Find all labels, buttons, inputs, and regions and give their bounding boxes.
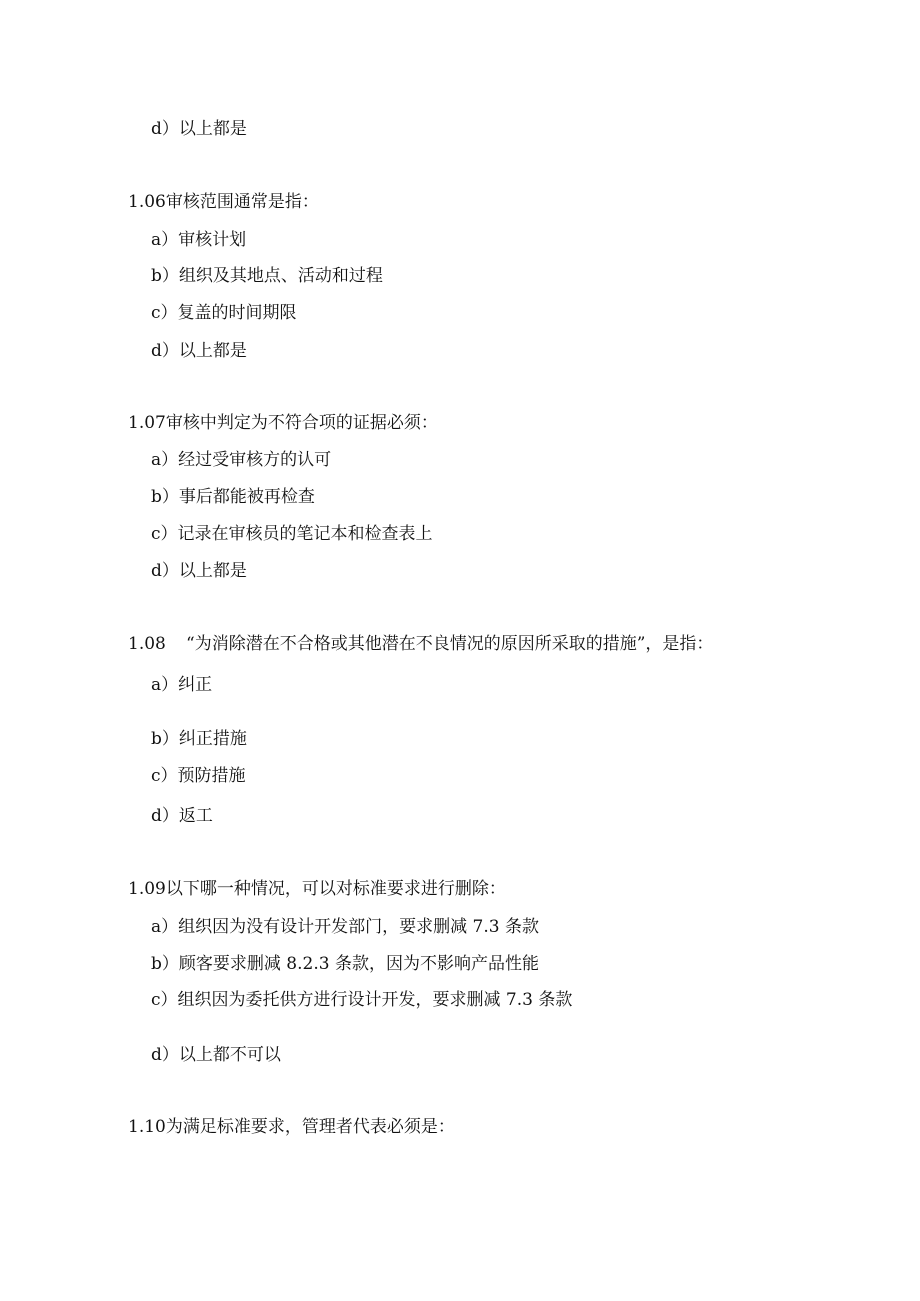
option-d: d）以上都是 (151, 561, 247, 581)
question-number: 1.08 (128, 634, 166, 654)
question-number: 1.07 (128, 413, 166, 433)
question-1-06 (128, 191, 319, 213)
question-number: 1.09 (128, 879, 166, 899)
question-1-09 (128, 878, 506, 900)
question-text: 以下哪一种情况，可以对标准要求进行删除： (165, 879, 506, 899)
question-text: 为满足标准要求，管理者代表必须是： (165, 1117, 455, 1137)
option-d: d）以上都不可以 (151, 1045, 281, 1065)
question-text: “为消除潜在不合格或其他潜在不良情况的原因所采取的措施”，是指： (186, 634, 714, 654)
option-a: a）组织因为没有设计开发部门，要求删减 7.3 条款 (151, 917, 539, 937)
question-1-10 (128, 1116, 455, 1138)
option-d: d）以上都是 (151, 341, 247, 361)
option-b: b）组织及其地点、活动和过程 (151, 266, 383, 286)
option-c: c）记录在审核员的笔记本和检查表上 (151, 524, 433, 544)
option-b: b）事后都能被再检查 (151, 487, 315, 507)
question-text: 审核中判定为不符合项的证据必须： (165, 413, 438, 433)
option-a: a）纠正 (151, 675, 213, 695)
question-1-07 (128, 412, 438, 434)
option-a: a）审核计划 (151, 230, 247, 250)
option-c: c）预防措施 (151, 766, 246, 786)
option-a: a）经过受审核方的认可 (151, 450, 332, 470)
option-b: b）顾客要求删减 8.2.3 条款，因为不影响产品性能 (151, 954, 539, 974)
option-d-prev: d）以上都是 (151, 119, 247, 139)
option-d: d）返工 (151, 806, 213, 826)
question-1-08 (128, 633, 713, 655)
option-c: c）组织因为委托供方进行设计开发，要求删减 7.3 条款 (151, 990, 573, 1010)
option-b: b）纠正措施 (151, 729, 247, 749)
option-c: c）复盖的时间期限 (151, 303, 297, 323)
question-number: 1.10 (128, 1117, 166, 1137)
question-text: 审核范围通常是指： (165, 192, 319, 212)
question-number: 1.06 (128, 192, 166, 212)
